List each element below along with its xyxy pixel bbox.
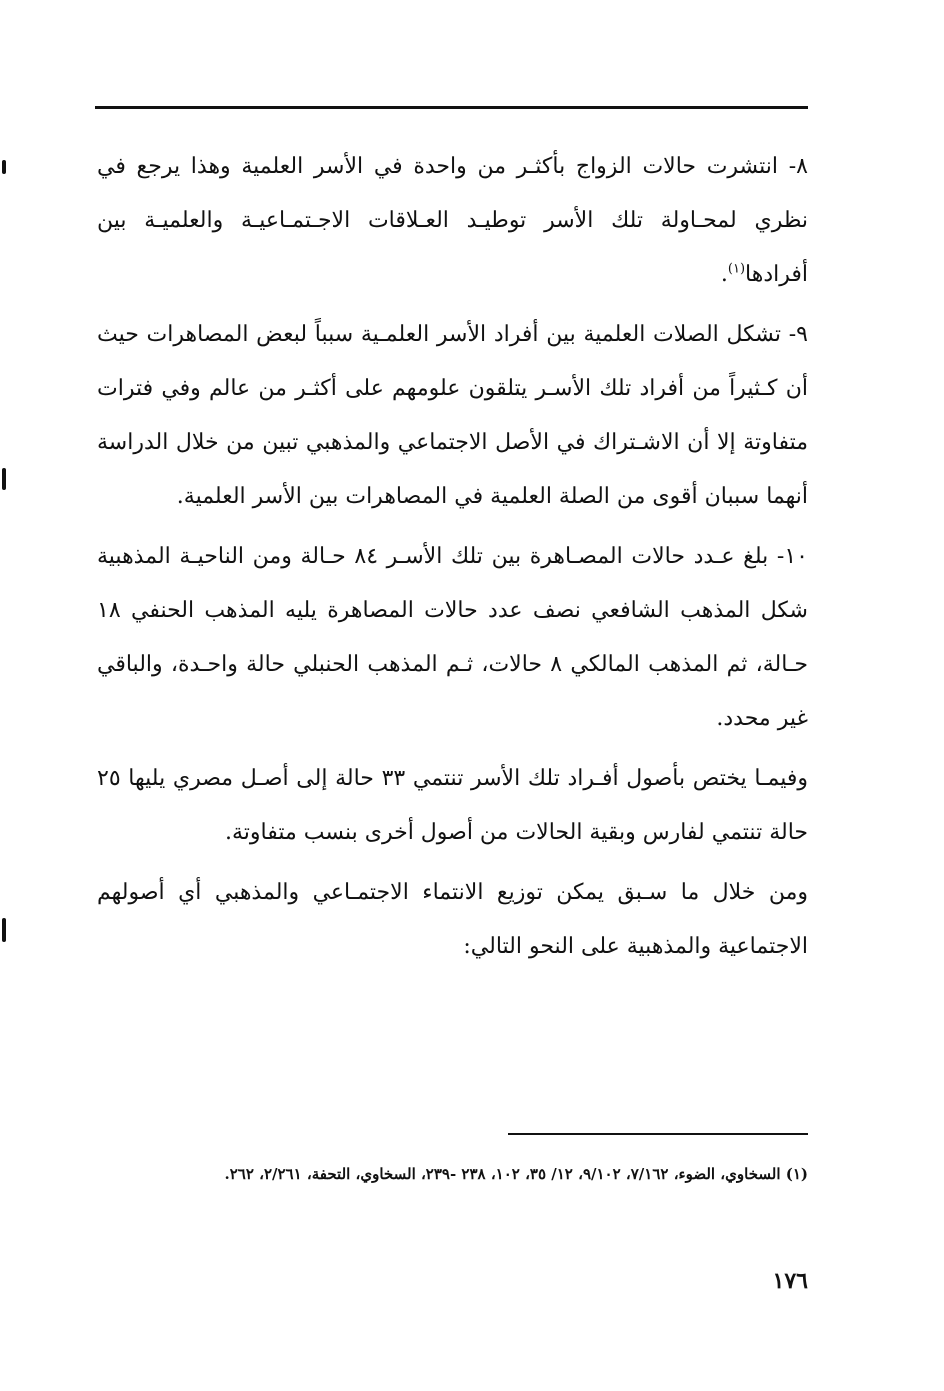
paragraph-text: ٨- انتشرت حالات الزواج بأكثـر من واحدة في الأسر العلمية وهذا يرجع في نظري لمحـاولة تلك الأسر توطيـد العـلاقات الاجـتمـاعيـة والعلميـة بين أفرادها — [97, 154, 808, 287]
scan-edge-mark — [2, 918, 6, 942]
paragraph-10: ١٠- بلغ عـدد حالات المصـاهرة بين تلك الأسـر ٨٤ حـالة ومن الناحيـة المذهبية شكل المذهب الشافعي نصف عدد حالات المصاهرة يليه المذهب الحنفي ١٨ حـالة، ثم المذهب المالكي ٨ حالات، ثـم المذهب الحنبلي حالة واحـدة، والباقي غير محدد. — [97, 544, 808, 731]
paragraph-8 — [97, 140, 808, 302]
paragraph-distribution: ومن خلال ما سـبق يمكن توزيع الانتماء الاجتمـاعي والمذهبي أي أصولهم الاجتماعية والمذهبية على النحو التالي: — [97, 880, 808, 959]
paragraph-origins: وفيمـا يختص بأصول أفـراد تلك الأسر تنتمي ٣٣ حالة إلى أصـل مصري يليها ٢٥ حالة تنتمي لفارس وبقية الحالات من أصول أخرى بنسب متفاوتة. — [97, 766, 808, 845]
page-body — [97, 140, 808, 980]
paragraph-tail: . — [720, 262, 728, 287]
footnote-rule — [508, 1133, 808, 1135]
footnote: (١) السخاوي، الضوء، ٧/١٦٢، ٩/١٠٢، ١٢/ ٣٥، ١٠٢، ٢٣٨ -٢٣٩، السخاوي، التحفة، ٢/٢٦١، ٢٦٢. — [224, 1165, 808, 1183]
footnote-reference[interactable]: (١) — [727, 261, 746, 277]
scan-edge-mark — [2, 468, 6, 490]
paragraph-9: ٩- تشكل الصلات العلمية بين أفراد الأسر العلمـية سبباً لبعض المصاهرات حيث أن كـثيراً من أفراد تلك الأسـر يتلقون علومهم على أكثـر من عالم وفي فترات متفاوتة إلا أن الاشـتراك في الأصل الاجتماعي والمذهبي تبين من خلال الدراسة أنهما سببان أقوى من الصلة العلمية في المصاهرات بين الأسر العلمية. — [97, 322, 808, 509]
header-rule — [95, 106, 808, 109]
page-number: ١٧٦ — [772, 1268, 808, 1294]
scan-edge-mark — [2, 160, 6, 174]
